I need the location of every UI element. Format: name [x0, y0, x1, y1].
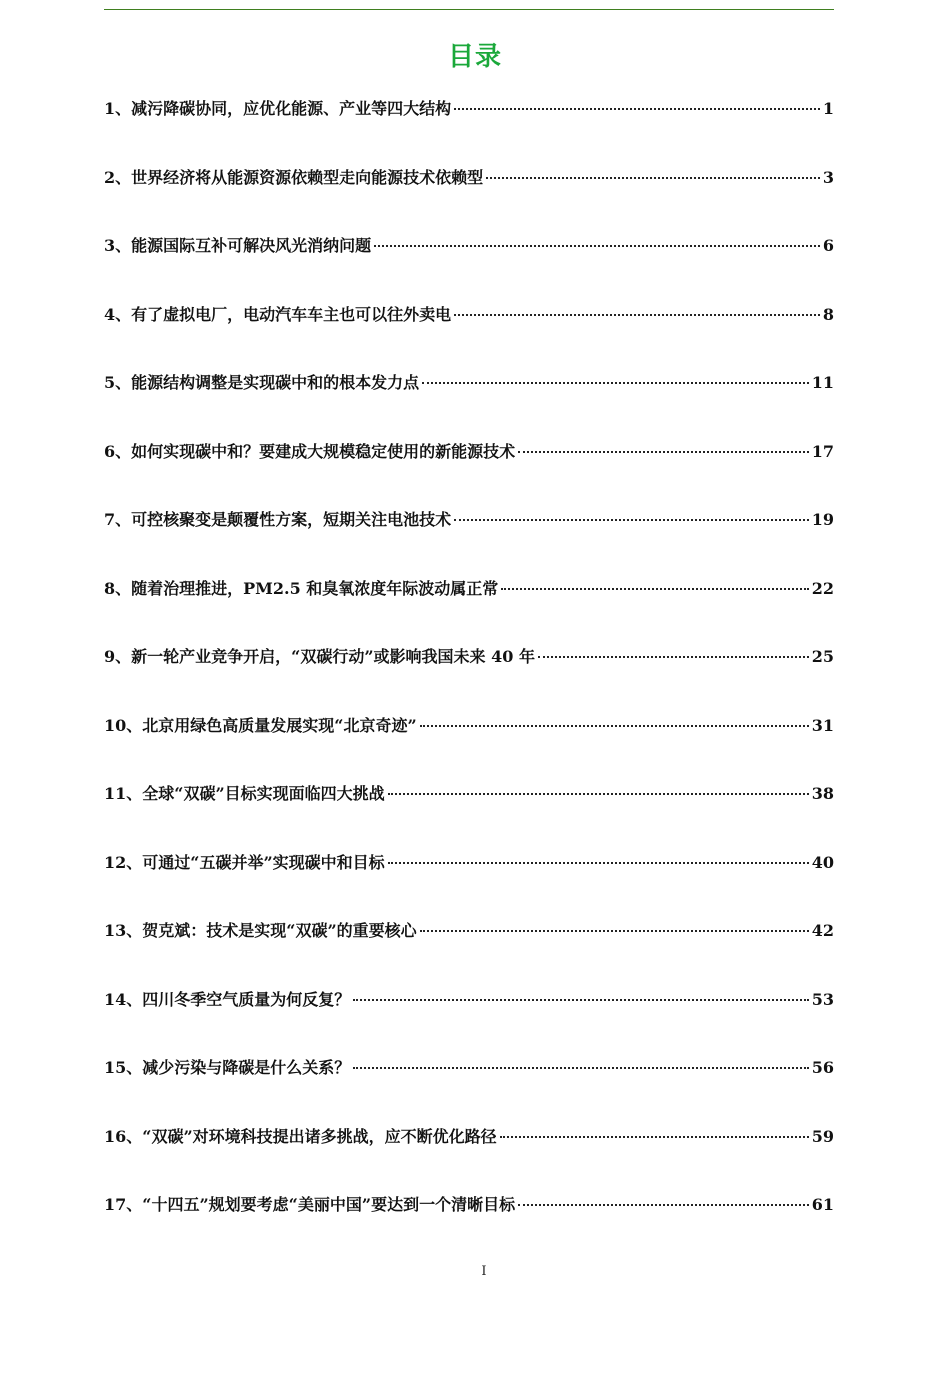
toc-entry-10[interactable] — [104, 712, 834, 781]
toc-entry-text: 4、有了虚拟电厂，电动汽车车主也可以往外卖电 — [104, 304, 452, 324]
toc-entry-16[interactable] — [104, 1123, 834, 1192]
toc-page-number: 59 — [811, 1126, 834, 1146]
toc-entry-15[interactable] — [104, 1054, 834, 1123]
toc-page-number: 56 — [811, 1058, 834, 1077]
dot-leader — [518, 1204, 809, 1206]
toc-page-number: 53 — [811, 989, 834, 1009]
dot-leader — [420, 930, 809, 932]
toc-page-number: 6 — [822, 236, 834, 255]
toc-entry-14[interactable] — [104, 986, 834, 1055]
dot-leader — [500, 1136, 809, 1138]
dot-leader — [454, 108, 820, 110]
dot-leader — [501, 588, 808, 590]
toc-entry-17[interactable] — [104, 1191, 834, 1260]
toc-entry-text: 13、贺克斌：技术是实现“双碳”的重要核心 — [104, 921, 417, 940]
toc-entry-text: 14、四川冬季空气质量为何反复？ — [104, 989, 351, 1009]
toc-entry-text: 8、随着治理推进，PM2.5 和臭氧浓度年际波动属正常 — [104, 578, 499, 598]
toc-entry-text: 9、新一轮产业竞争开启，“双碳行动”或影响我国未来 40 年 — [104, 647, 535, 666]
toc-page-number: 11 — [811, 373, 834, 392]
toc-entry-6[interactable] — [104, 438, 834, 507]
toc-entry-text: 2、世界经济将从能源资源依赖型走向能源技术依赖型 — [104, 167, 484, 187]
toc-entry-text: 15、减少污染与降碳是什么关系？ — [104, 1058, 351, 1077]
toc-list — [104, 95, 834, 1260]
toc-entry-text: 1、减污降碳协同，应优化能源、产业等四大结构 — [104, 99, 452, 118]
dot-leader — [518, 451, 809, 453]
dot-leader — [422, 382, 809, 384]
dot-leader — [374, 245, 820, 247]
toc-page-number: 25 — [811, 647, 834, 666]
toc-entry-1[interactable] — [104, 95, 834, 164]
dot-leader — [486, 177, 820, 179]
dot-leader — [420, 725, 809, 727]
header-rule — [104, 9, 834, 10]
dot-leader — [388, 862, 809, 864]
toc-entry-5[interactable] — [104, 369, 834, 438]
toc-page-number: 8 — [822, 304, 834, 324]
toc-page-number: 1 — [822, 99, 834, 118]
toc-entry-text: 7、可控核聚变是颠覆性方案，短期关注电池技术 — [104, 510, 452, 529]
dot-leader — [353, 1067, 808, 1069]
toc-entry-9[interactable] — [104, 643, 834, 712]
toc-entry-text: 11、全球“双碳”目标实现面临四大挑战 — [104, 784, 385, 803]
toc-page-number: 38 — [811, 784, 834, 803]
toc-entry-13[interactable] — [104, 917, 834, 986]
toc-entry-text: 5、能源结构调整是实现碳中和的根本发力点 — [104, 373, 420, 392]
toc-page-number: 22 — [811, 578, 834, 598]
toc-page-number: 40 — [811, 852, 834, 872]
dot-leader — [454, 519, 809, 521]
toc-entry-4[interactable] — [104, 301, 834, 370]
toc-entry-12[interactable] — [104, 849, 834, 918]
toc-entry-text: 3、能源国际互补可解决风光消纳问题 — [104, 236, 372, 255]
toc-page-number: 42 — [811, 921, 834, 940]
toc-page-number: 31 — [811, 715, 834, 735]
toc-entry-text: 12、可通过“五碳并举”实现碳中和目标 — [104, 852, 385, 872]
footer-page-number: I — [481, 1264, 487, 1279]
dot-leader — [388, 793, 809, 795]
toc-page-number: 61 — [811, 1195, 834, 1214]
toc-entry-2[interactable] — [104, 164, 834, 233]
toc-entry-7[interactable] — [104, 506, 834, 575]
dot-leader — [454, 314, 820, 316]
toc-page-number: 3 — [822, 167, 834, 187]
dot-leader — [538, 656, 809, 658]
toc-entry-3[interactable] — [104, 232, 834, 301]
toc-title: 目录 — [447, 42, 502, 72]
toc-page-number: 19 — [811, 510, 834, 529]
toc-entry-text: 6、如何实现碳中和？要建成大规模稳定使用的新能源技术 — [104, 441, 516, 461]
toc-entry-text: 16、“双碳”对环境科技提出诸多挑战，应不断优化路径 — [104, 1126, 497, 1146]
toc-entry-text: 17、“十四五”规划要考虑“美丽中国”要达到一个清晰目标 — [104, 1195, 516, 1214]
toc-entry-text: 10、北京用绿色高质量发展实现“北京奇迹” — [104, 715, 417, 735]
toc-page-number: 17 — [811, 441, 834, 461]
dot-leader — [353, 999, 808, 1001]
toc-entry-8[interactable] — [104, 575, 834, 644]
toc-entry-11[interactable] — [104, 780, 834, 849]
